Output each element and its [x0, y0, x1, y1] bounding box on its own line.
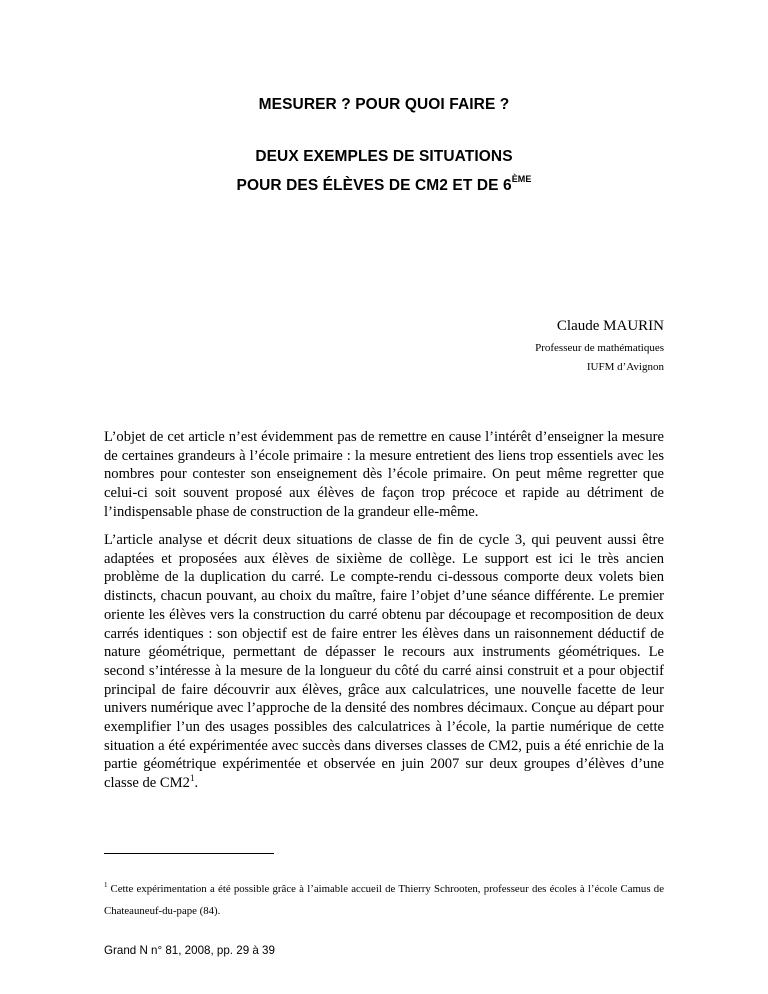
journal-citation: Grand N n° 81, 2008, pp. 29 à 39 — [104, 944, 275, 957]
author-role: Professeur de mathématiques — [535, 342, 664, 354]
subtitle-line2-text: POUR DES ÉLÈVES DE CM2 ET DE 6 — [236, 177, 512, 194]
footnote-number: 1 — [104, 881, 108, 890]
paragraph-description-text: L’article analyse et décrit deux situations de classe de fin de cycle 3, qui peuvent aussi être adaptées et proposées aux élèves de sixième de collège. Le support est ici le très ancien problème de la duplication du carré. Le compte-rendu ci-dessous comporte deux volets bien distincts, chacun pouvant, au choix du maître, faire l’objet d’une séance différente. Le premier oriente les élèves vers la construction du carré obtenu par découpage et recomposition de deux carrés identiques : son objectif est de faire entrer les élèves dans un raisonnement déductif de nature géométrique, permettant de dépasser le recours aux instruments géométriques. Le second s’intéresse à la mesure de la longueur du côté du carré ainsi construit et a pour objectif principal de faire découvrir aux élèves, grâce aux calculatrices, une nouvelle facette de leur univers numérique avec l’approche de la densité des nombres décimaux. Conçue au départ pour exemplifier l’un des usages possibles des calculatrices à l’école, la partie numérique de cette situation a été expérimentée avec succès dans diverses classes de CM2, puis a été enrichie de la partie géométrique expérimentée et observée en juin 2007 sur deux groupes d’élèves d’une classe de CM2 — [104, 532, 664, 792]
footnote-text: Cette expérimentation a été possible grâce à l’aimable accueil de Thierry Schrooten, professeur des écoles à l’école Camus de Chateauneuf-du-pape (84). — [104, 883, 664, 917]
author-name: Claude MAURIN — [556, 318, 664, 334]
footnote — [104, 878, 664, 922]
paragraph-description — [104, 531, 664, 793]
paragraph-intro: L’objet de cet article n’est évidemment pas de remettre en cause l’intérêt d’enseigner la mesure de certaines grandeurs à l’école primaire : la mesure entretient des liens trop essentiels avec les nombres pour contester son enseignement dès l’école primaire. On peut même regretter que celui-ci soit souvent proposé aux élèves de façon trop précoce et rapide au détriment de l’indispensable phase de construction de la grandeur elle-même. — [104, 429, 664, 520]
subtitle-line2 — [0, 173, 768, 195]
subtitle-line1: DEUX EXEMPLES DE SITUATIONS — [255, 148, 513, 165]
author-institution: IUFM d’Avignon — [586, 361, 664, 373]
main-title: MESURER ? POUR QUOI FAIRE ? — [258, 96, 510, 113]
paragraph-description-end: . — [194, 775, 199, 792]
subtitle-superscript: ÈME — [511, 173, 532, 184]
footnote-separator — [104, 853, 274, 854]
footnote-reference[interactable]: 1 — [189, 773, 195, 784]
